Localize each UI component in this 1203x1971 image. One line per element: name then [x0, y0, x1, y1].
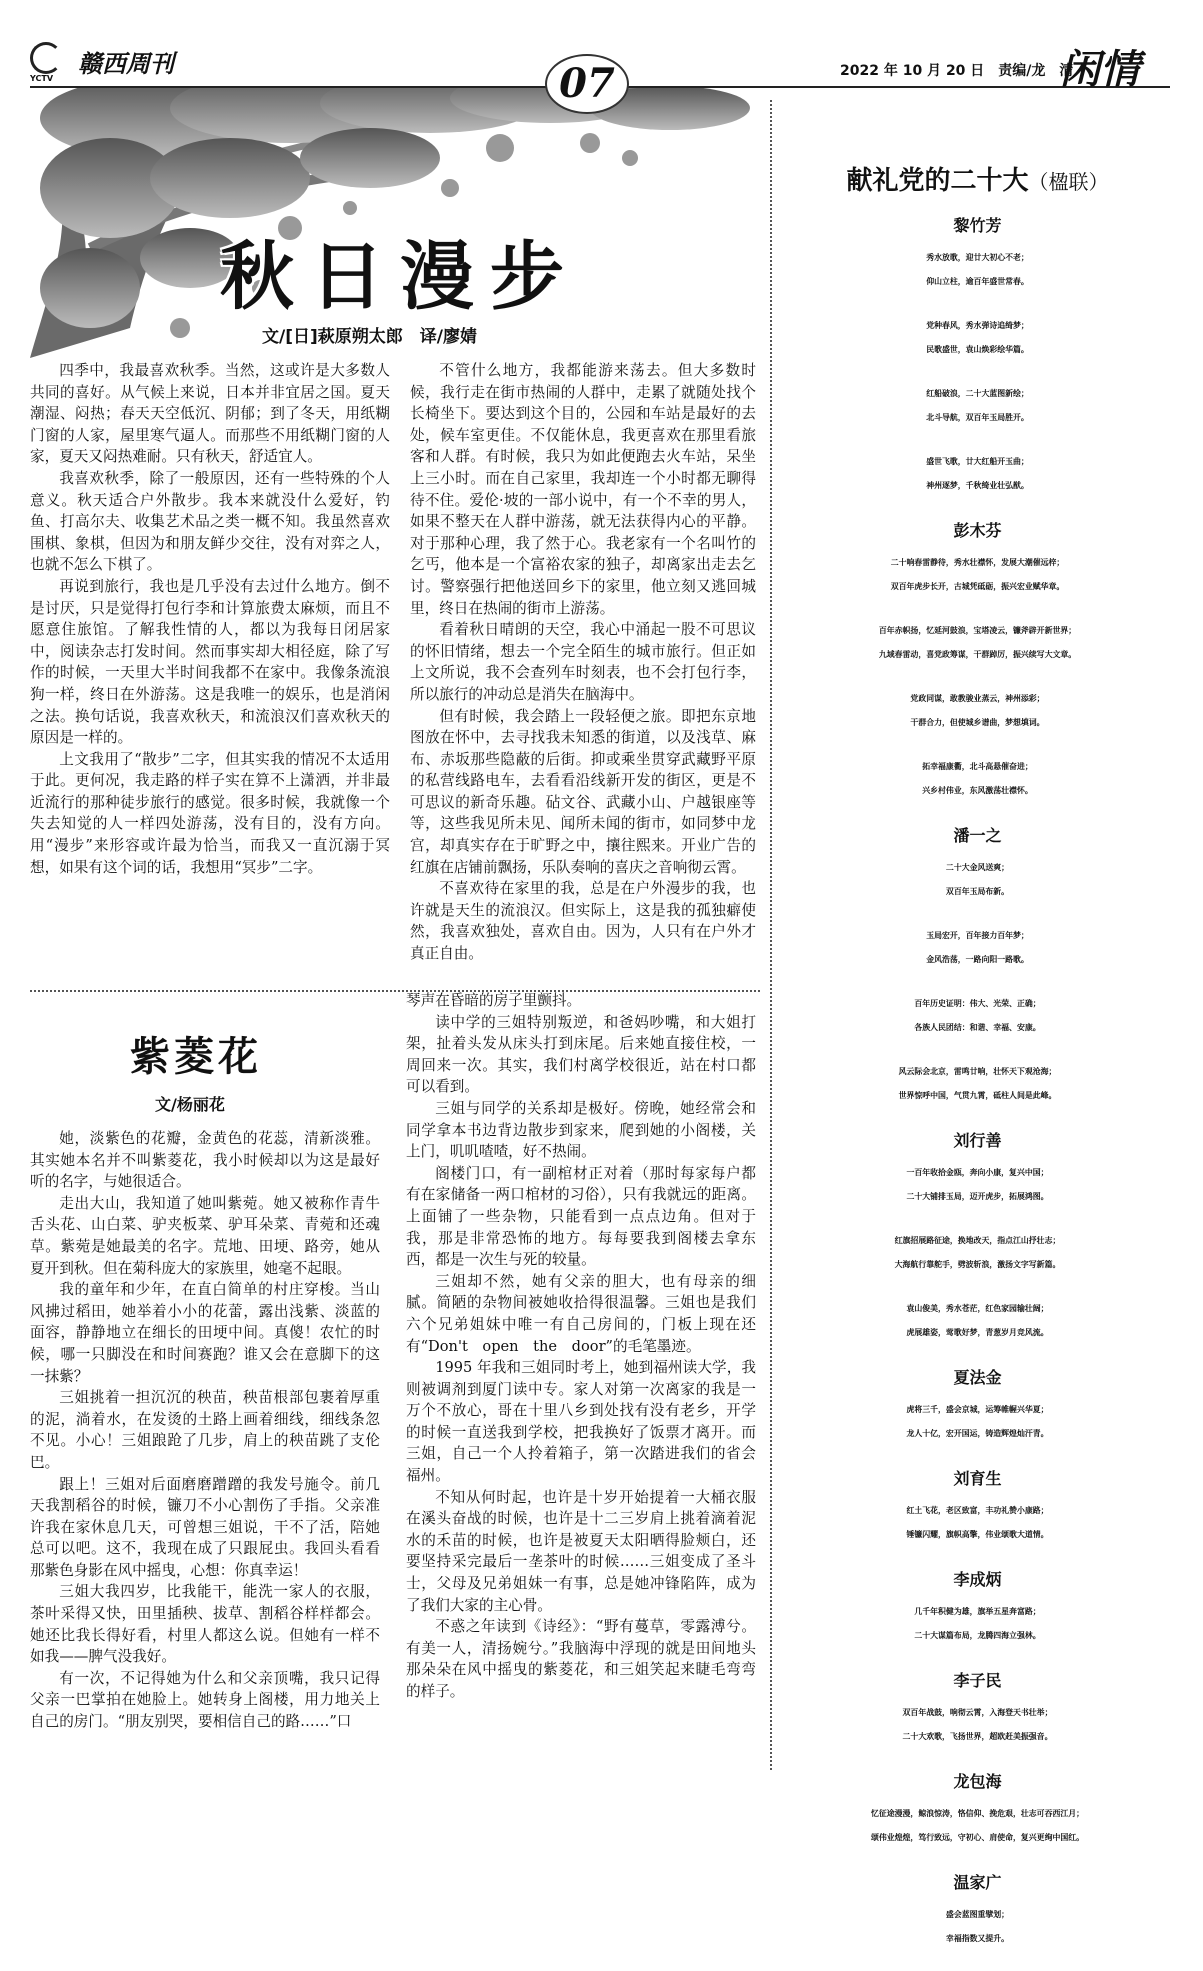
paragraph: 不管什么地方，我都能游来荡去。但大多数时候，我行走在街市热闹的人群中，走累了就随处找个长椅坐下。要达到这个目的，公园和车站是最好的去处，候车室更佳。不仅能休息，我更喜欢在那里看旅客和人群。有时候，我只为如此便跑去火车站，呆坐上三小时。而在自己家里，我却连一个小时都无聊得待不住。爱伦·坡的一部小说中，有一个不幸的男人，如果不整天在人群中游荡，就无法获得内心的平静。对于那种心理，我了然于心。我老家有一个名叫竹的乞丐，他本是一个富裕农家的独子，却离家出走去乞讨。警察强行把他送回乡下的家里，他立刻又逃回城里，终日在热闹的街市上游荡。 — [410, 362, 756, 617]
logo-icon — [30, 42, 62, 74]
couplet-line: 一百年收拾金瓯，奔向小康，复兴中国； — [906, 1168, 1049, 1177]
couplet-line: 二十大铺排玉局，迈开虎步，拓展鸿图。 — [906, 1192, 1049, 1201]
couplets-title-text: 献礼党的二十大 — [846, 166, 1029, 196]
paragraph: 阁楼门口，有一副棺材正对着（那时每家每户都有在家储备一两口棺材的习俗），只有我就远的距离。上面铺了一些杂物，只能看到一点点边角。但对于我，那是非常恐怖的地方。每每要我到阁楼去拿东西，都是一次生与死的较量。 — [406, 1164, 756, 1269]
couplet — [780, 382, 1175, 430]
couplet-line: 二十大谋篇布局，龙腾四海立强林。 — [914, 1631, 1041, 1640]
paragraph: 我喜欢秋季，除了一般原因，还有一些特殊的个人意义。秋天适合户外散步。我本来就没什么爱好，钓鱼、打高尔夫、收集艺术品之类一概不知。我虽然喜欢围棋、象棋，但因为和朋友鲜少交往，没有对弈之人，也就不怎么下棋了。 — [30, 469, 390, 574]
couplet-line: 民歌盛世，袁山焕彩绘华篇。 — [926, 345, 1029, 354]
couplet-line: 仰山立柱，逾百年盛世常春。 — [926, 277, 1029, 286]
couplet-author: 温家广 — [953, 1873, 1002, 1892]
couplet-line: 金风浩荡，一路向阳一路歌。 — [926, 955, 1029, 964]
couplets-column — [780, 160, 1175, 1971]
couplet-line: 神州逐梦，千秋绮业壮弘猷。 — [926, 481, 1029, 490]
paragraph: 不喜欢待在家里的我，总是在户外漫步的我，也许就是天生的流浪汉。但实际上，这是我的孤独癖使然，我喜欢独处，喜欢自由。因为，人只有在户外才真正自由。 — [410, 880, 756, 963]
couplet-line: 忆征途漫漫，鲸浪惊涛，恪信仰、挽危艰，壮志可吞西江月； — [870, 1809, 1085, 1818]
couplet-line: 干群合力，但使城乡谱曲，梦想填词。 — [910, 718, 1045, 727]
couplets-subtitle: （楹联） — [1028, 170, 1109, 194]
couplet-author: 李成炳 — [953, 1570, 1002, 1589]
couplet — [780, 1903, 1175, 1951]
couplet-line: 幸福指数又提升。 — [945, 1934, 1010, 1943]
couplet — [780, 314, 1175, 362]
couplet-line: 世界惊呼中国，气贯九霄，砥柱人间是此峰。 — [898, 1091, 1057, 1100]
paragraph: 我的童年和少年，在直白简单的村庄穿梭。当山风拂过稻田，她举着小小的花蕾，露出浅紫、淡蓝的面容，静静地立在细长的田埂中间。真傻！农忙的时候，哪一只脚没在和时间赛跑？谁又会在意脚下的这一抹紫？ — [30, 1281, 380, 1385]
couplet-line: 几千年积健为雄，旗举五星奔富路； — [914, 1607, 1041, 1616]
couplet — [780, 1229, 1175, 1277]
couplet — [780, 1297, 1175, 1345]
couplet — [780, 856, 1175, 904]
couplet-line: 红土飞花，老区致富，丰功礼赞小康路； — [906, 1506, 1049, 1515]
paragraph: 上文我用了“散步”二字，但其实我的情况不太适用于此。更何况，我走路的样子实在算不上潇洒，并非最近流行的那种徒步旅行的感觉。很多时候，我就像一个失去知觉的人一样四处游荡，没有目的，没有方向。用“漫步”来形容或许最为恰当，而我又一直沉溺于冥想，如果有这个词的话，我想用“冥步”二字。 — [30, 750, 390, 876]
couplet-line: 双百年虎步长开，古城凭砥砺，振兴宏业赋华章。 — [890, 582, 1065, 591]
couplet — [780, 1060, 1175, 1108]
paragraph: 她，淡紫色的花瓣，金黄色的花蕊，清新淡雅。其实她本名并不叫紫菱花，我小时候却以为这是最好听的名字，与她很适合。 — [30, 1130, 380, 1191]
paragraph: 看着秋日晴朗的天空，我心中涌起一股不可思议的怀旧情绪，想去一个完全陌生的城市旅行。但正如上文所说，我不会查列车时刻表，也不会打包行李，所以旅行的冲动总是消失在脑海中。 — [410, 621, 756, 703]
couplet-author: 潘一之 — [953, 826, 1002, 845]
paragraph: 三姐与同学的关系却是极好。傍晚，她经常会和同学拿本书边背边散步到家来，爬到她的小阁楼，关上门，叽叽喳喳，好不热闹。 — [406, 1099, 756, 1161]
couplet-line: 双百年战鼓，响彻云霄，入海登天书壮举； — [902, 1708, 1053, 1717]
article-column-2 — [410, 360, 756, 965]
paragraph: 琴声在昏暗的房子里颤抖。 — [406, 992, 582, 1009]
couplet — [780, 1499, 1175, 1547]
couplet-line: 袁山俊美，秀水苍茫，红色家园输壮阔； — [906, 1304, 1049, 1313]
couplet — [780, 687, 1175, 735]
couplet-line: 兴乡村伟业，东风激荡壮襟怀。 — [922, 786, 1033, 795]
couplet-line: 秀水放歌，迎廿大初心不老； — [926, 253, 1029, 262]
couplet-line: 颂伟业煌煌，笃行致远，守初心、肩使命，复兴更绚中国红。 — [870, 1833, 1085, 1842]
couplet — [780, 450, 1175, 498]
couplet-line: 玉局宏开，百年接力百年梦； — [926, 931, 1029, 940]
couplet-line: 虎将三千，盛会京城，运筹帷幄兴华夏； — [906, 1405, 1049, 1414]
couplet-author: 彭木芬 — [953, 521, 1002, 540]
article-byline: 文/[日]萩原朔太郎 译/廖婧 — [262, 327, 477, 347]
couplet-line: 二十响春雷静待，秀水壮襟怀，发展大潮催远梓； — [890, 558, 1065, 567]
paragraph: 走出大山，我知道了她叫紫菀。她又被称作青牛舌头花、山白菜、驴夹板菜、驴耳朵菜、青菀和还魂草。紫菀是她最美的名字。荒地、田埂、路旁，她从夏开到秋。但在菊科庞大的家族里，她毫不起眼。 — [30, 1194, 380, 1277]
couplet — [780, 1701, 1175, 1749]
couplet-line: 各族人民团结：和谐、幸福、安康。 — [914, 1023, 1041, 1032]
page-number-badge: 07 — [545, 54, 629, 114]
couplet-author: 刘育生 — [953, 1469, 1002, 1488]
couplet-line: 双百年玉局布新。 — [945, 887, 1010, 896]
couplet — [780, 1600, 1175, 1648]
couplet — [780, 755, 1175, 803]
couplet — [780, 992, 1175, 1040]
couplet — [780, 1161, 1175, 1209]
couplet-line: 二十大欢歌，飞扬世界，超欧赶美振强音。 — [902, 1732, 1053, 1741]
couplet-author: 夏法金 — [953, 1368, 1002, 1387]
couplet-line: 北斗导航，双百年玉局胜开。 — [926, 413, 1029, 422]
couplet — [780, 1802, 1175, 1850]
column-divider — [770, 100, 772, 1770]
article-byline: 文/杨丽花 — [155, 1095, 225, 1114]
paragraph: 但有时候，我会踏上一段轻便之旅。即把东京地图放在怀中，去寻找我未知悉的街道，以及浅草、麻布、赤坂那些隐蔽的后街。抑或乘坐贯穿武藏野平原的私营线路电车，去看看沿线新开发的街区，更是不可思议的新奇乐趣。砧文谷、武藏小山、户越银座等等，这些我见所未见、闻所未闻的街市，如同梦中龙宫，却真实存在于旷野之中，攘往熙来。开业广告的红旗在店铺前飘扬，乐队奏响的喜庆之音响彻云霄。 — [410, 707, 756, 876]
couplet-line: 红船破浪，二十大蓝图新绘； — [926, 389, 1029, 398]
couplet-line: 百年赤帜扬，忆延河鼓浪，宝塔凌云，镰斧辟开新世界； — [878, 626, 1077, 635]
couplet-line: 风云际会北京，雷鸣廿响，壮怀天下观沧海； — [898, 1067, 1057, 1076]
couplet-author: 李子民 — [953, 1671, 1002, 1690]
couplet-line: 拓幸福康衢，北斗高悬催奋进； — [922, 762, 1033, 771]
article-title: 紫菱花 — [130, 1033, 262, 1080]
couplet-line: 锤镰闪耀，旗帜高擎，伟业颂歌大道情。 — [906, 1530, 1049, 1539]
couplet-author: 黎竹芳 — [953, 216, 1002, 235]
paragraph: 不知从何时起，也许是十岁开始提着一大桶衣服在溪头奋战的时候，也许是十二三岁肩上挑着滴着泥水的禾苗的时候，也许是被夏天太阳晒得脸颊白，还要坚持采完最后一垄茶叶的时候……三姐变成了圣斗士，父母及兄弟姐妹一有事，总是她冲锋陷阵，成为了我们大家的主心骨。 — [406, 1488, 756, 1614]
couplet-line: 党种春风，秀水弹诗追绮梦； — [926, 321, 1029, 330]
paragraph: 读中学的三姐特别叛逆，和爸妈吵嘴，和大姐打架，扯着头发从床头打到床尾。后来她直接住校，一周回来一次。其实，我们村离学校很近，站在村口都可以看到。 — [406, 1013, 756, 1096]
couplet-line: 虎展雄姿，莺歌好梦，青葱岁月竞风流。 — [906, 1328, 1049, 1337]
couplet-line: 九域春雷动，喜党政筹谋，干群踔厉，振兴续写大文章。 — [878, 650, 1077, 659]
paragraph: 三姐却不然，她有父亲的胆大，也有母亲的细腻。简陋的杂物间被她收拾得很温馨。三姐也是我们六个兄弟姐妹中唯一有自己房间的，门板上现在还有“Don't open the door”的毛笔墨迹。 — [406, 1272, 756, 1355]
couplet — [780, 551, 1175, 599]
couplet-line: 百年历史证明：伟大、光荣、正确； — [914, 999, 1041, 1008]
couplets-list — [780, 213, 1175, 1951]
couplet — [780, 619, 1175, 667]
paragraph: 跟上！三姐对后面磨磨蹭蹭的我发号施令。前几天我割稻谷的时候，镰刀不小心割伤了手指。父亲准许我在家休息几天，可曾想三姐说，干不了活，陪她总可以吧。这不，我现在成了只跟屁虫。我回头看看那紫色身影在风中摇曳，心想：你真幸运！ — [30, 1475, 380, 1579]
newspaper-brand: 赣西周刊 — [78, 49, 174, 78]
article-column-1 — [30, 1128, 380, 1733]
couplet — [780, 246, 1175, 294]
article-column-2 — [406, 990, 756, 1703]
paragraph: 1995 年我和三姐同时考上，她到福州读大学，我则被调剂到厦门读中专。家人对第一次离家的我是一万个不放心，哥在十里八乡到处找有没有老乡，开学的时候一直送我到学校，把我换好了饭票才离开。而三姐，自己一个人拎着箱子，第一次踏进我们的省会福州。 — [406, 1359, 756, 1485]
paragraph: 三姐挑着一担沉沉的秧苗，秧苗根部包裹着厚重的泥，淌着水，在发烫的土路上画着细线，细线条忽不见。小心！三姐踉跄了几步，肩上的秧苗跳了支伦巴。 — [30, 1389, 380, 1471]
issue-meta: 2022 年 10 月 20 日 责编/龙 清 — [840, 63, 1074, 79]
couplet-line: 大海航行靠舵手，劈波斩浪，激扬文字写新篇。 — [894, 1260, 1061, 1269]
article-column-1 — [30, 360, 390, 878]
couplet-line: 龙人十亿，宏开国运，铸造辉煌灿汗青。 — [906, 1429, 1049, 1438]
section-title: 闲情 — [1060, 46, 1140, 93]
couplet-line: 盛世飞歌，廿大红船开玉曲； — [926, 457, 1029, 466]
article-title: 秋日漫步 — [220, 234, 580, 320]
paragraph: 三姐大我四岁，比我能干，能洗一家人的衣服，茶叶采得又快，田里插秧、拔草、割稻谷样样都会。她还比我长得好看，村里人都这么说。但她有一样不如我——脾气没我好。 — [30, 1583, 380, 1666]
couplet-author: 龙包海 — [953, 1772, 1002, 1791]
paragraph: 四季中，我最喜欢秋季。当然，这或许是大多数人共同的喜好。从气候上来说，日本并非宜居之国。夏天潮湿、闷热；春天天空低沉、阴郁；到了冬天，用纸糊门窗的人家，屋里寒气逼人。而那些不用纸糊门窗的人家，夏天又闷热难耐。只有秋天，舒适宜人。 — [30, 362, 390, 466]
couplet — [780, 1398, 1175, 1446]
couplet — [780, 924, 1175, 972]
paragraph: 有一次，不记得她为什么和父亲顶嘴，我只记得父亲一巴掌拍在她脸上。她转身上阁楼，用力地关上自己的房门。“朋友别哭，要相信自己的路……”口 — [30, 1669, 380, 1731]
couplet-line: 二十大金风送爽； — [945, 863, 1010, 872]
couplet-line: 盛会蓝图重擘划； — [945, 1910, 1010, 1919]
logo-text: YCTV — [30, 74, 54, 83]
couplet-line: 红旗招展路征途，换地改天，指点江山抒壮志； — [894, 1236, 1061, 1245]
couplet-author: 刘行善 — [953, 1131, 1002, 1150]
paragraph: 不惑之年读到《诗经》：“野有蔓草，零露溥兮。有美一人，清扬婉兮。”我脑海中浮现的就是田间地头那朵朵在风中摇曳的紫菱花，和三姐笑起来睫毛弯弯的样子。 — [406, 1618, 756, 1700]
paragraph: 再说到旅行，我也是几乎没有去过什么地方。倒不是讨厌，只是觉得打包行李和计算旅费太麻烦，而且不愿意住旅馆。了解我性情的人，都以为我每日闭居家中，阅读杂志打发时间。然而事实却大相径庭，除了写作的时候，一天里大半时间我都不在家中。我像条流浪狗一样，终日在外游荡。这是我唯一的娱乐，也是消闲之法。换句话说，我喜欢秋天，和流浪汉们喜欢秋天的原因是一样的。 — [30, 577, 390, 747]
couplets-title — [780, 160, 1175, 197]
couplet-line: 党政同谋，敢教骏业蒸云，神州添彩； — [910, 694, 1045, 703]
